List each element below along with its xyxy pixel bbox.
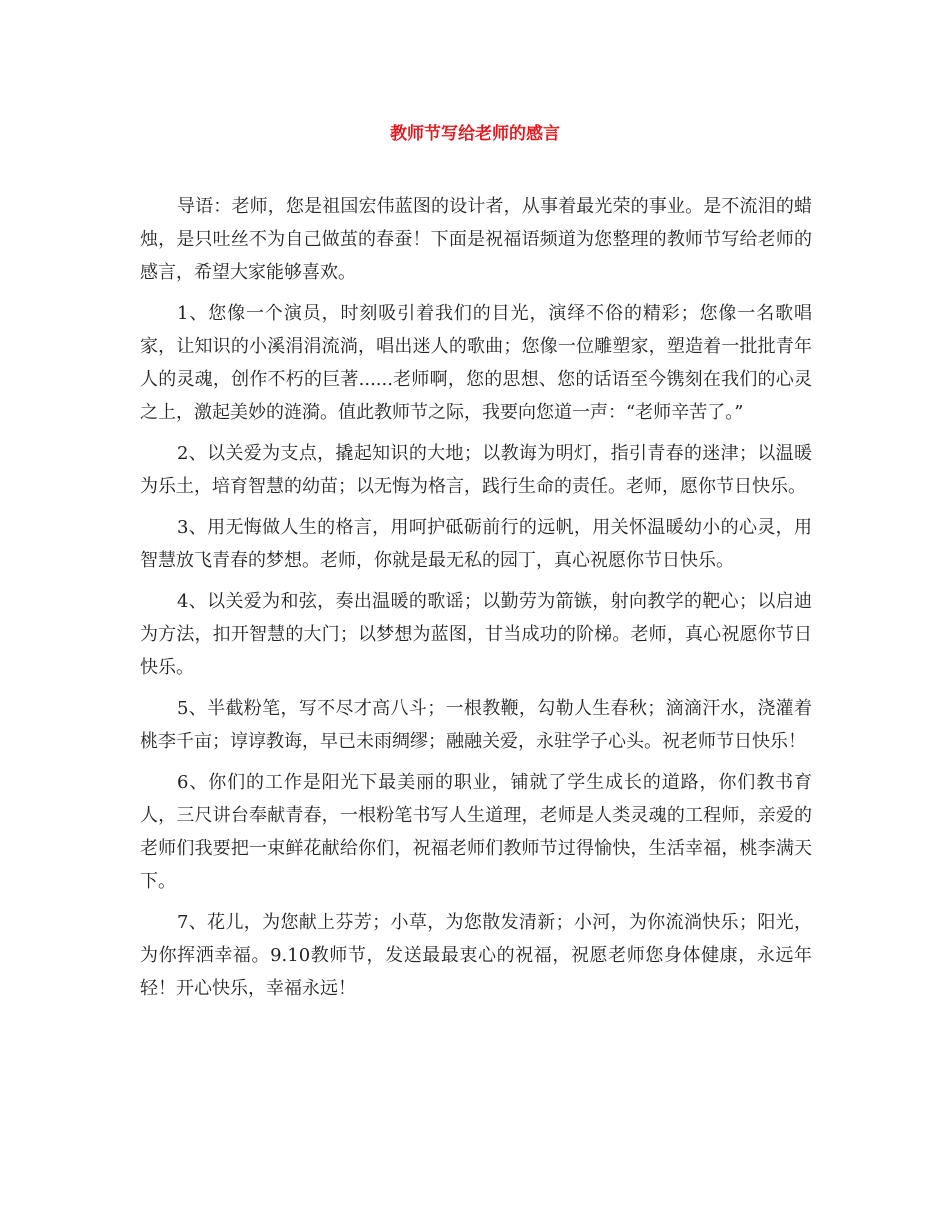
paragraph-5: 5、半截粉笔，写不尽才高八斗；一根教鞭，勾勒人生春秋；滴滴汗水，浇灌着桃李千亩；谆谆教诲，早已未雨绸缪；融融关爱，永驻学子心头。祝老师节日快乐！ (140, 698, 812, 752)
paragraph-4: 4、以关爱为和弦，奏出温暖的歌谣；以勤劳为箭镞，射向教学的靶心；以启迪为方法，扣开智慧的大门；以梦想为蓝图，甘当成功的阶梯。老师，真心祝愿你节日快乐。 (140, 591, 812, 678)
intro-paragraph: 导语：老师，您是祖国宏伟蓝图的设计者，从事着最光荣的事业。是不流泪的蜡烛，是只吐丝不为自己做茧的春蚕！下面是祝福语频道为您整理的教师节写给老师的感言，希望大家能够喜欢。 (140, 196, 812, 283)
paragraph-7: 7、花儿，为您献上芬芳；小草，为您散发清新；小河，为你流淌快乐；阳光，为你挥洒幸福。9.10教师节，发送最最衷心的祝福，祝愿老师您身体健康，永远年轻！开心快乐，幸福永远！ (140, 912, 812, 999)
document-body (140, 190, 812, 1013)
paragraph-2: 2、以关爱为支点，撬起知识的大地；以教诲为明灯，指引青春的迷津；以温暖为乐土，培育智慧的幼苗；以无悔为格言，践行生命的责任。老师，愿你节日快乐。 (140, 443, 812, 497)
document-title: 教师节写给老师的感言 (390, 124, 560, 144)
paragraph-6: 6、你们的工作是阳光下最美丽的职业，铺就了学生成长的道路，你们教书育人，三尺讲台奉献青春，一根粉笔书写人生道理，老师是人类灵魂的工程师，亲爱的老师们我要把一束鲜花献给你们，祝福老师们教师节过得愉快，生活幸福，桃李满天下。 (140, 772, 812, 892)
paragraph-1: 1、您像一个演员，时刻吸引着我们的目光，演绎不俗的精彩；您像一名歌唱家，让知识的小溪涓涓流淌，唱出迷人的歌曲；您像一位雕塑家，塑造着一批批青年人的灵魂，创作不朽的巨著......老师啊，您的思想、您的话语至今镌刻在我们的心灵之上，激起美妙的涟漪。值此教师节之际，我要向您道一声：“老师辛苦了。” (140, 303, 812, 423)
paragraph-3: 3、用无悔做人生的格言，用呵护砥砺前行的远帆，用关怀温暖幼小的心灵，用智慧放飞青春的梦想。老师，你就是最无私的园丁，真心祝愿你节日快乐。 (140, 517, 812, 571)
